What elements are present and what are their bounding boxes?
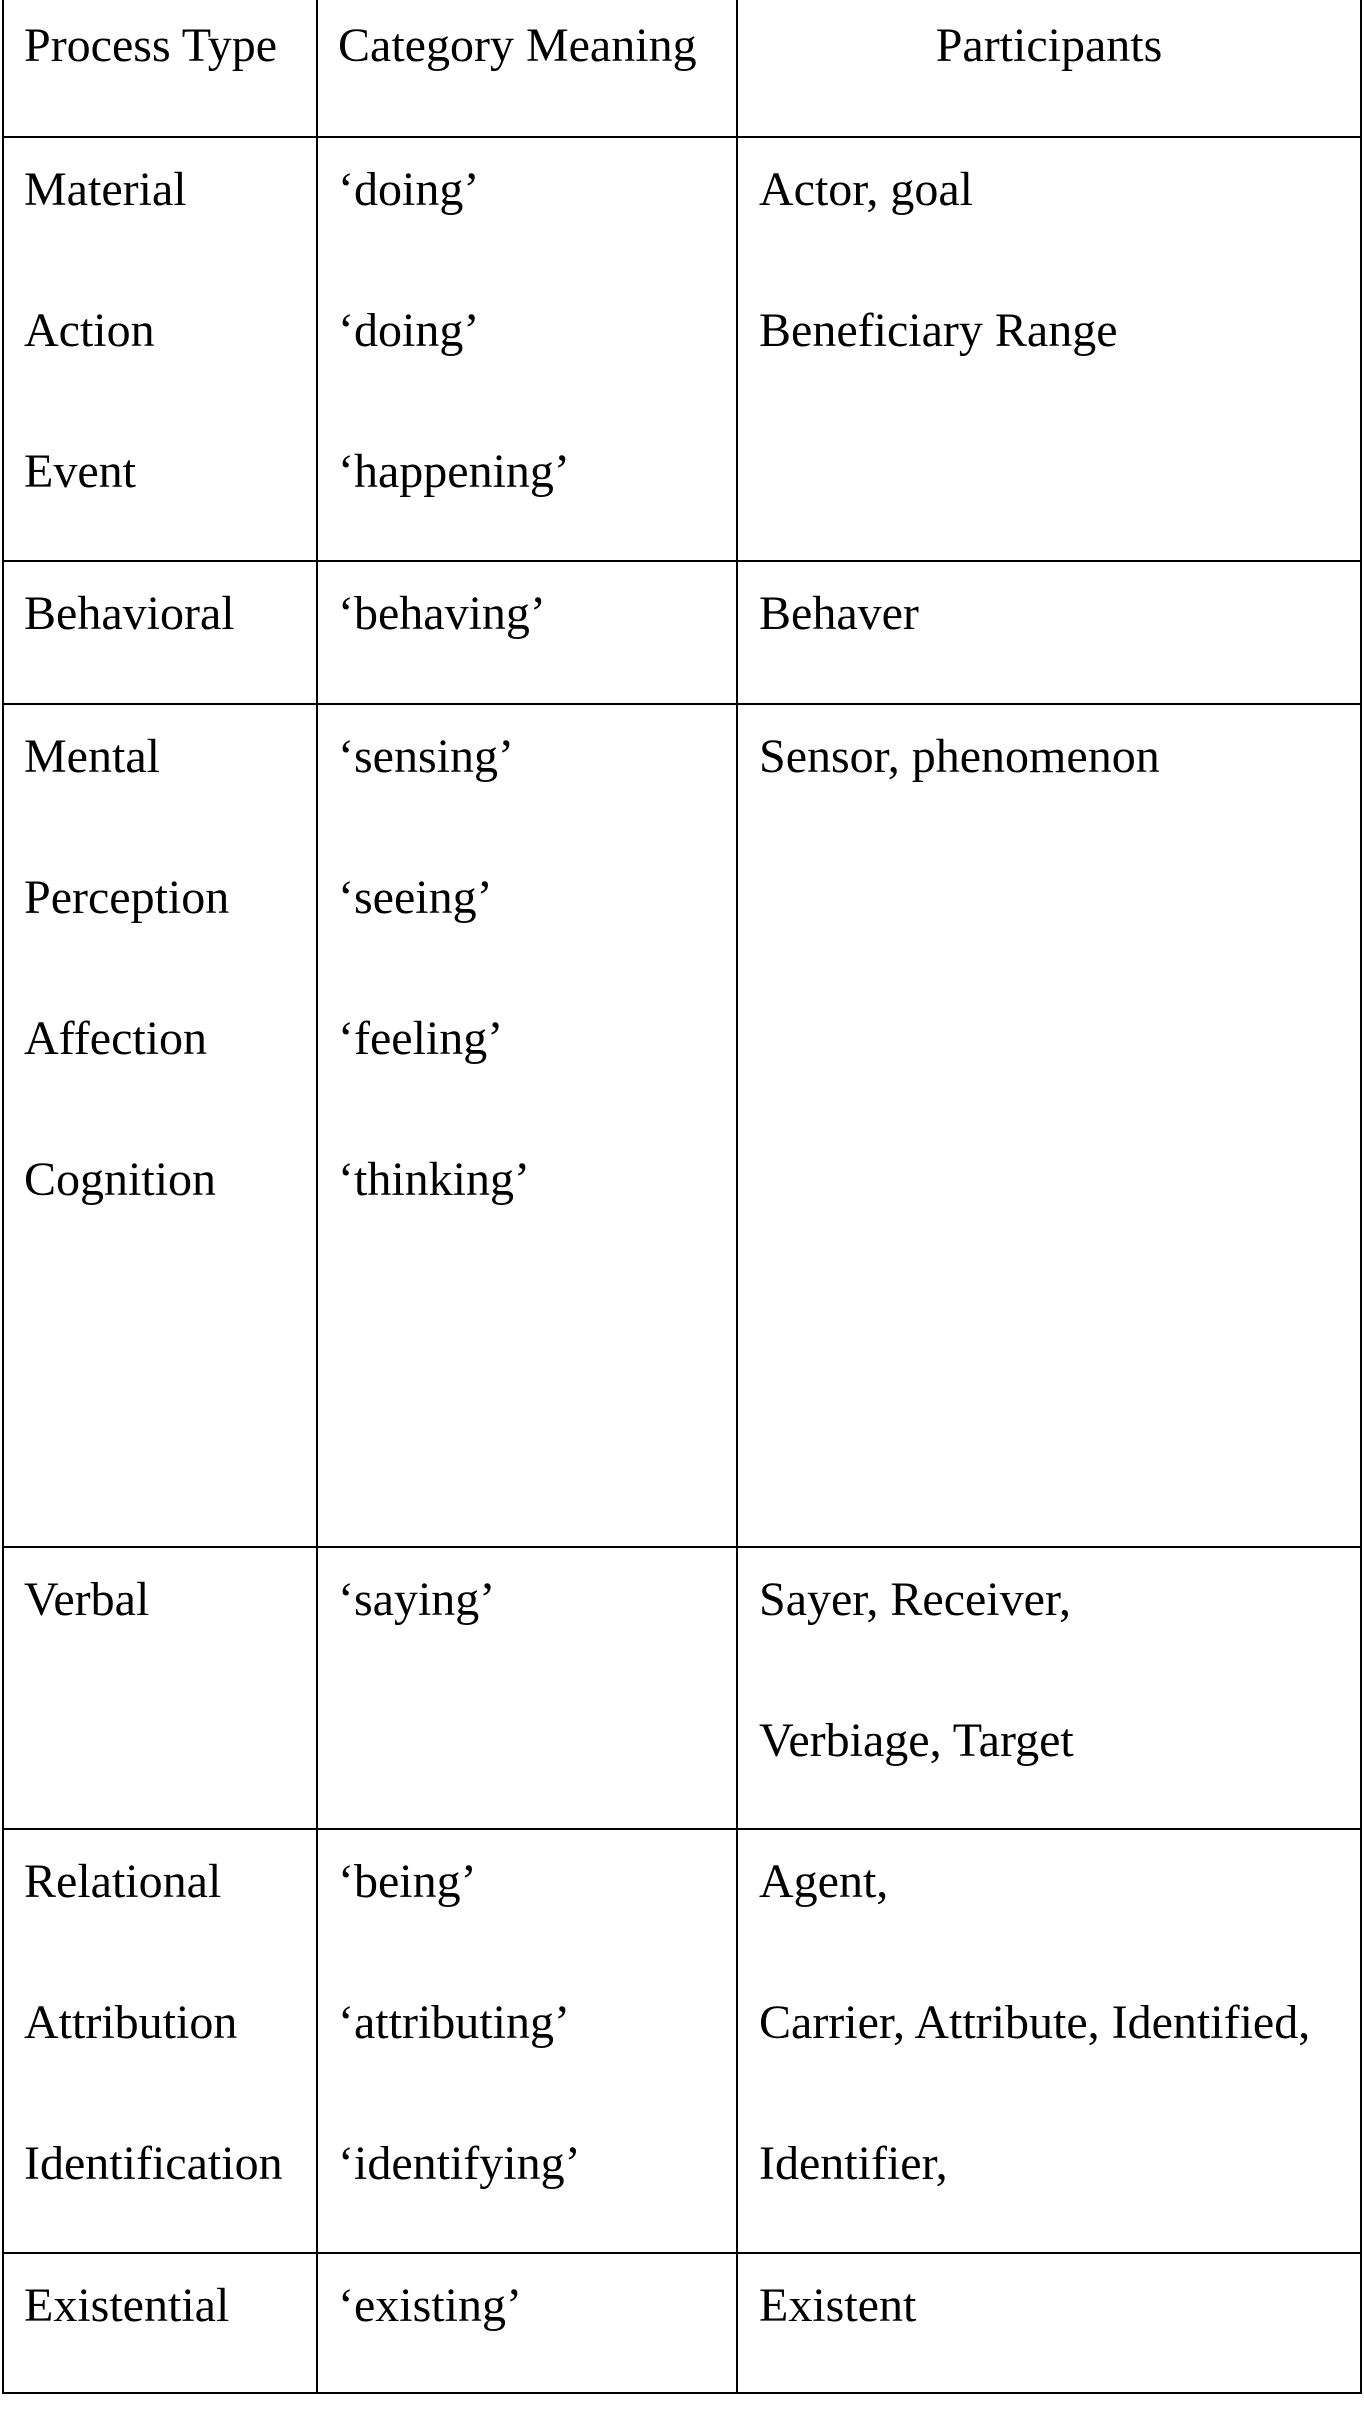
table-cell-type [24, 2260, 229, 2423]
table-cell-participants [759, 1554, 1074, 1858]
header-text: Process Type [24, 19, 278, 72]
table-cell-type [24, 1836, 283, 2281]
cell-text: Identifier, [759, 2137, 948, 2190]
cell-text: Relational [24, 1855, 222, 1908]
cell-text: Existential [24, 2279, 230, 2332]
cell-text: Beneficiary Range [759, 304, 1118, 357]
table-cell-meaning [338, 1554, 495, 1717]
cell-text: ‘thinking’ [338, 1153, 530, 1206]
cell-text: ‘attributing’ [338, 1996, 570, 2049]
table-cell-meaning [338, 711, 530, 1297]
header-process-type [24, 0, 277, 163]
table-cell-participants [759, 711, 1160, 874]
table-cell-meaning [338, 2260, 522, 2423]
table-cell-type [24, 144, 187, 589]
cell-text: ‘sensing’ [338, 730, 514, 783]
column-divider [736, 0, 738, 2394]
cell-text: Identification [24, 2137, 283, 2190]
table-cell-participants [759, 1836, 1310, 2281]
cell-text: Cognition [24, 1153, 217, 1206]
cell-text: ‘existing’ [338, 2279, 522, 2332]
cell-text: ‘saying’ [338, 1573, 496, 1626]
table-cell-participants [759, 2260, 916, 2423]
header-category-meaning [338, 0, 697, 163]
column-divider [316, 0, 318, 2394]
cell-text: Perception [24, 871, 230, 924]
cell-text: ‘doing’ [338, 163, 480, 216]
row-divider [2, 136, 1362, 138]
cell-text: ‘seeing’ [338, 871, 493, 924]
table-cell-type [24, 711, 229, 1297]
cell-text: ‘identifying’ [338, 2137, 581, 2190]
cell-text: ‘behaving’ [338, 587, 546, 640]
cell-text: Behavioral [24, 587, 235, 640]
cell-text: Behaver [759, 587, 919, 640]
cell-text: Attribution [24, 1996, 238, 2049]
table-cell-participants [759, 144, 1118, 448]
table-cell-meaning [338, 1836, 581, 2281]
cell-text: Verbal [24, 1573, 150, 1626]
cell-text: ‘happening’ [338, 445, 570, 498]
cell-text: Affection [24, 1012, 208, 1065]
cell-text: Verbiage, Target [759, 1714, 1074, 1767]
table-cell-type [24, 1554, 149, 1717]
header-participants [738, 0, 1360, 163]
row-divider [2, 1828, 1362, 1830]
header-text: Participants [935, 19, 1163, 72]
table-cell-meaning [338, 568, 546, 731]
cell-text: Material [24, 163, 187, 216]
cell-text: Sayer, Receiver, [759, 1573, 1071, 1626]
cell-text: ‘doing’ [338, 304, 480, 357]
table-cell-participants [759, 568, 919, 731]
cell-text: Carrier, Attribute, Identified, [759, 1996, 1311, 2049]
cell-text: Existent [759, 2279, 917, 2332]
cell-text: Action [24, 304, 155, 357]
table-cell-meaning [338, 144, 570, 589]
cell-text: Agent, [759, 1855, 889, 1908]
header-text: Category Meaning [338, 19, 697, 72]
table-cell-type [24, 568, 235, 731]
row-divider [2, 1546, 1362, 1548]
cell-text: Actor, goal [759, 163, 974, 216]
row-divider [2, 560, 1362, 562]
cell-text: Event [24, 445, 136, 498]
cell-text: ‘feeling’ [338, 1012, 504, 1065]
table-border-right [1360, 0, 1362, 2394]
table-border-left [2, 0, 4, 2394]
cell-text: ‘being’ [338, 1855, 477, 1908]
cell-text: Mental [24, 730, 160, 783]
cell-text: Sensor, phenomenon [759, 730, 1160, 783]
